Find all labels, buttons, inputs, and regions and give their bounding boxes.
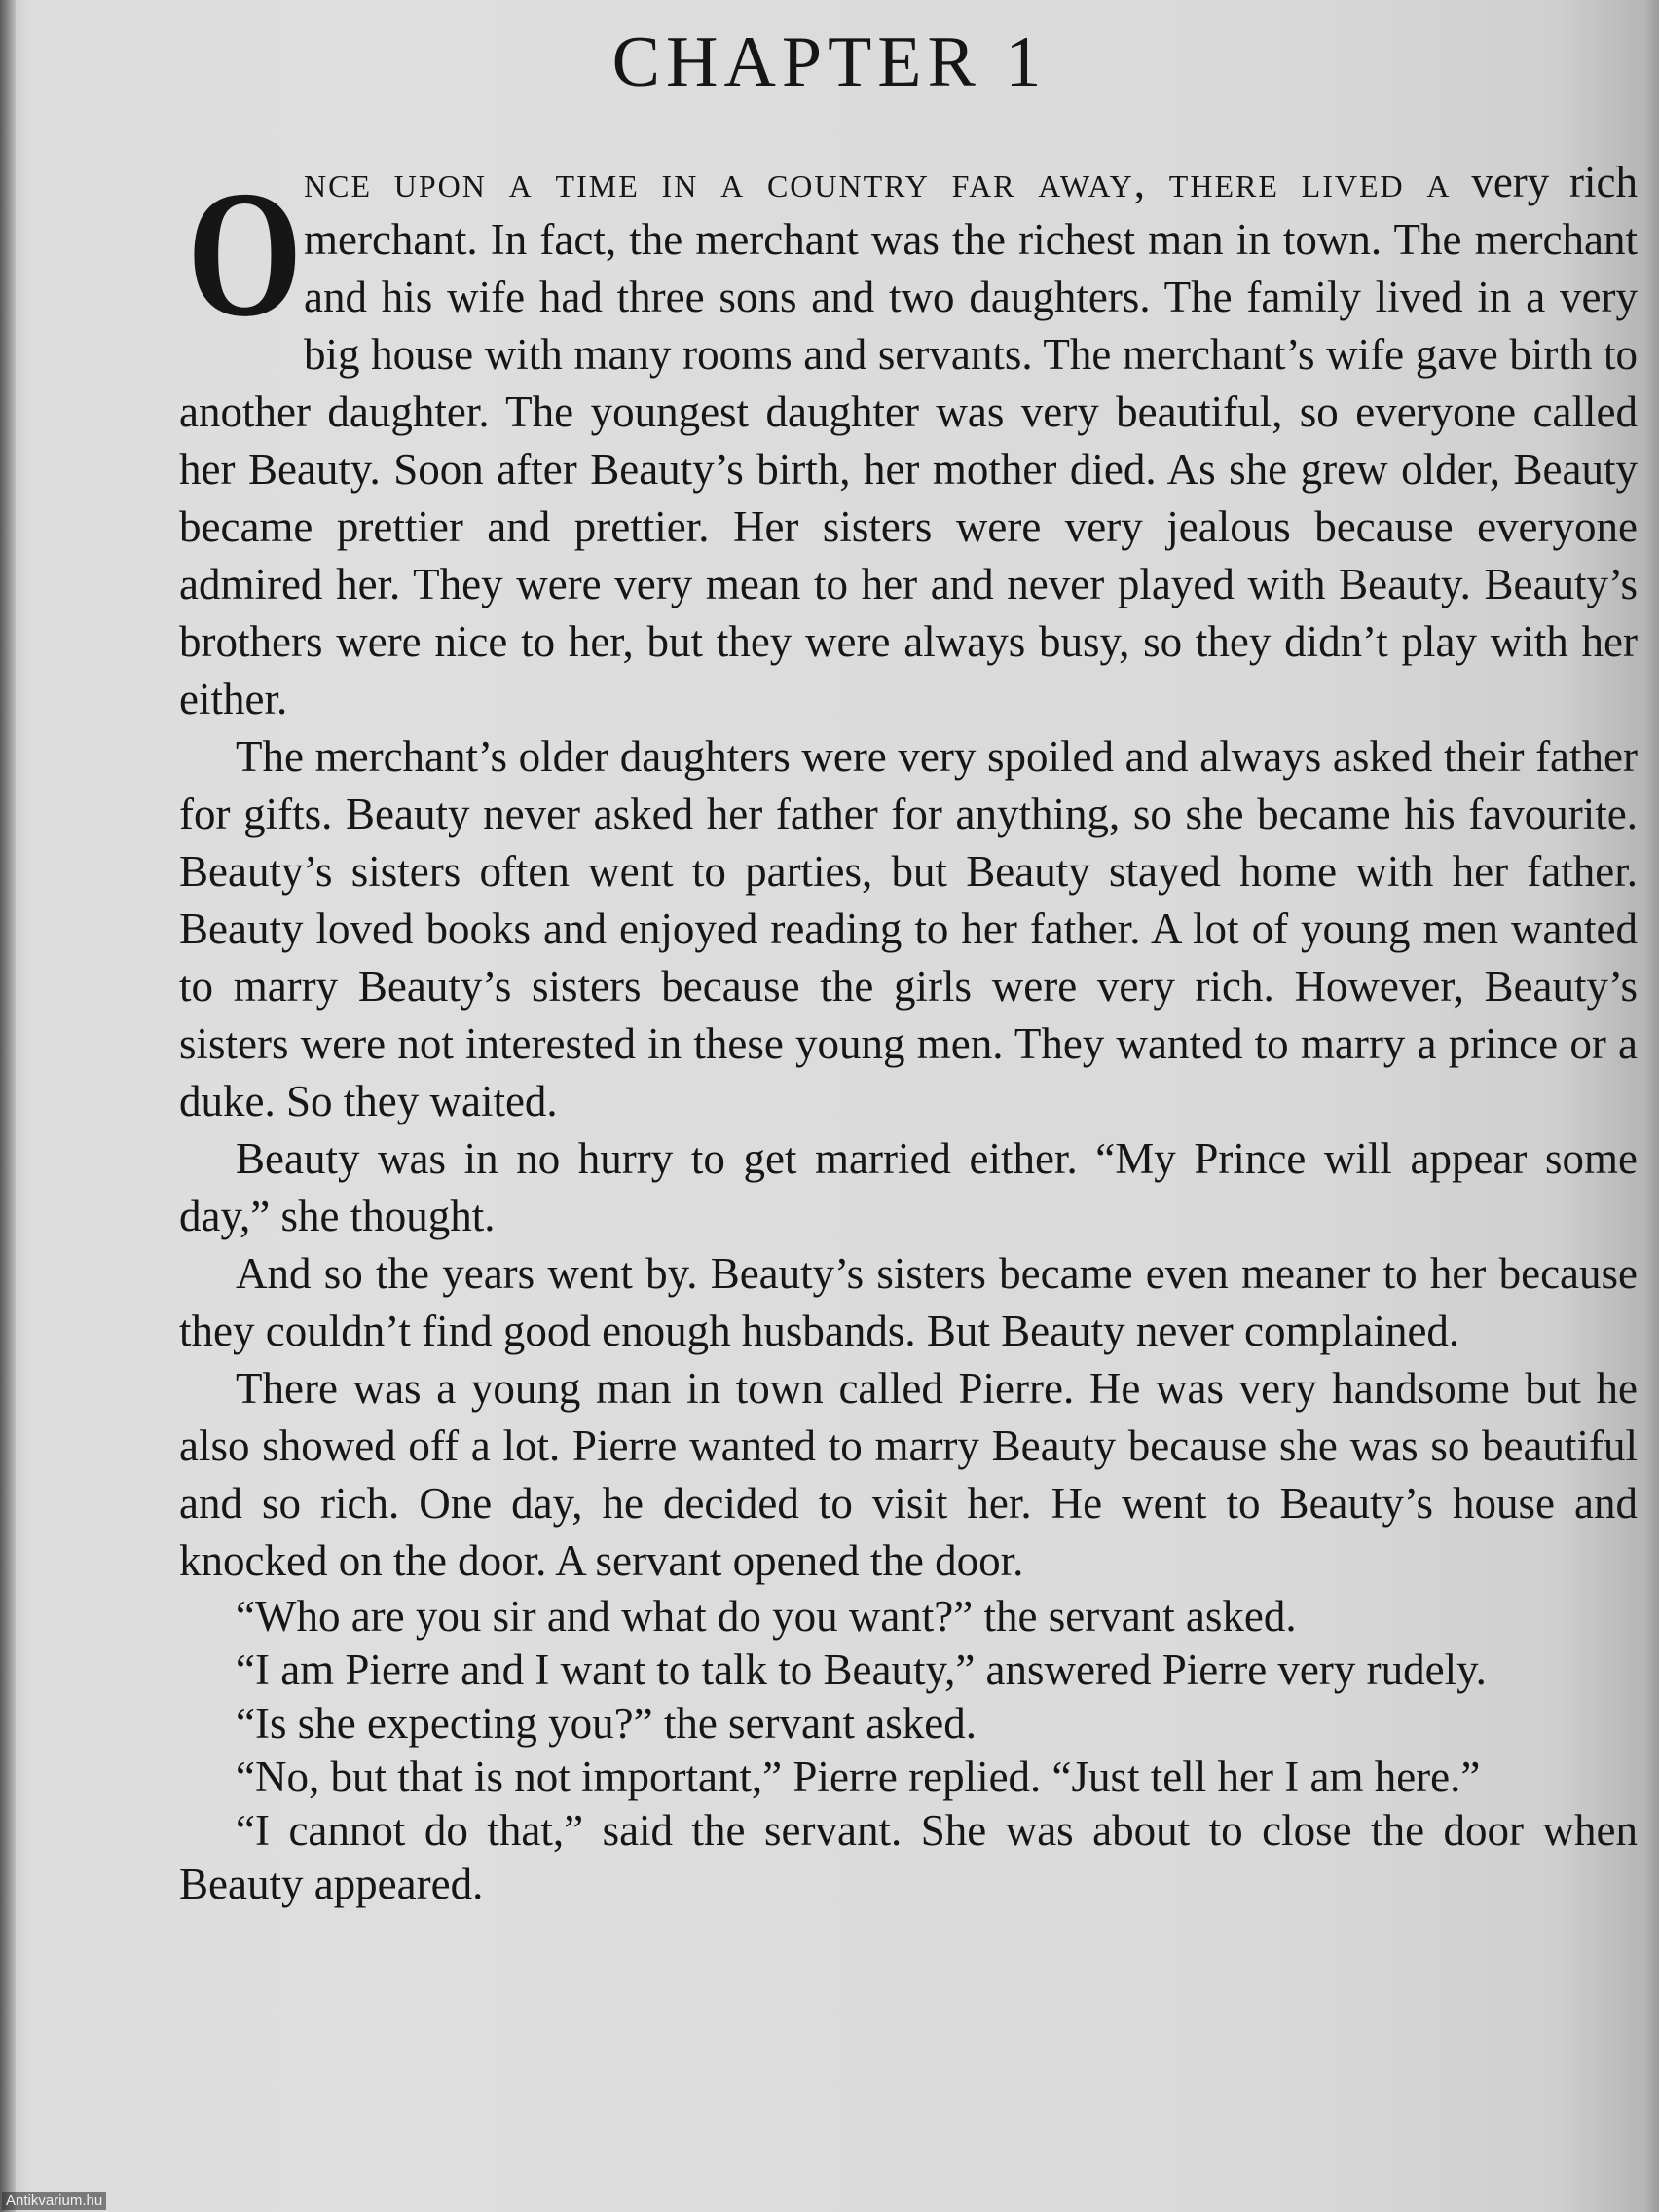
chapter-title: CHAPTER 1 [611,22,1048,102]
paragraph-4: And so the years went by. Beauty’s sisters became even meaner to her because they couldn’t find good enough husbands. But Beauty never complained. [179,1249,1638,1355]
paragraph-2: The merchant’s older daughters were very spoiled and always asked their father for gifts. Beauty never asked her father for anything, so she became his favourite. Beauty’s sisters often went to parties, but Beauty stayed home with her father. Beauty loved books and enjoyed reading to her father. A lot of young men wanted to marry Beauty’s sisters because the girls were very rich. However, Beauty’s sisters were not interested in these young men. They wanted to marry a prince or a duke. So they waited. [179,732,1638,1125]
dialogue-line-3: “Is she expecting you?” the servant asked. [236,1699,977,1748]
paragraph-3: Beauty was in no hurry to get married either. “My Prince will appear some day,” she thought. [179,1134,1638,1240]
dialogue-line-4: “No, but that is not important,” Pierre replied. “Just tell her I am here.” [236,1752,1481,1801]
dialogue-line-5: “I cannot do that,” said the servant. She was about to close the door when Beauty appeared. [179,1806,1638,1908]
opening-small-caps: nce upon a time in a country far away, there lived a [304,158,1452,206]
watermark: Antikvarium.hu [2,2192,106,2210]
dialogue-line-1: “Who are you sir and what do you want?” the servant asked. [236,1592,1297,1641]
paragraph-1-text: very rich merchant. In fact, the merchant was the richest man in town. The merchant and his wife had three sons and two daughters. The family lived in a very big house with many rooms and servants. The merchant’s wife gave birth to another daughter. The youngest daughter was very beautiful, so everyone called her Beauty. Soon after Beauty’s birth, her mother died. As she grew older, Beauty became prettier and prettier. Her sisters were very jealous because everyone admired her. They were very mean to her and never played with Beauty. Beauty’s brothers were nice to her, but they were always busy, so they didn’t play with her either. [179,158,1639,723]
body-text [179,154,1638,1911]
page-edge [0,0,16,2212]
paragraph-1 [179,154,1638,728]
dialogue-line-2: “I am Pierre and I want to talk to Beauty,” answered Pierre very rudely. [236,1645,1487,1694]
drop-cap: O [187,154,303,354]
paragraph-5: There was a young man in town called Pierre. He was very handsome but he also showed off a lot. Pierre wanted to marry Beauty because she was so beautiful and so rich. One day, he decided to visit her. He went to Beauty’s house and knocked on the door. A servant opened the door. [179,1364,1638,1585]
